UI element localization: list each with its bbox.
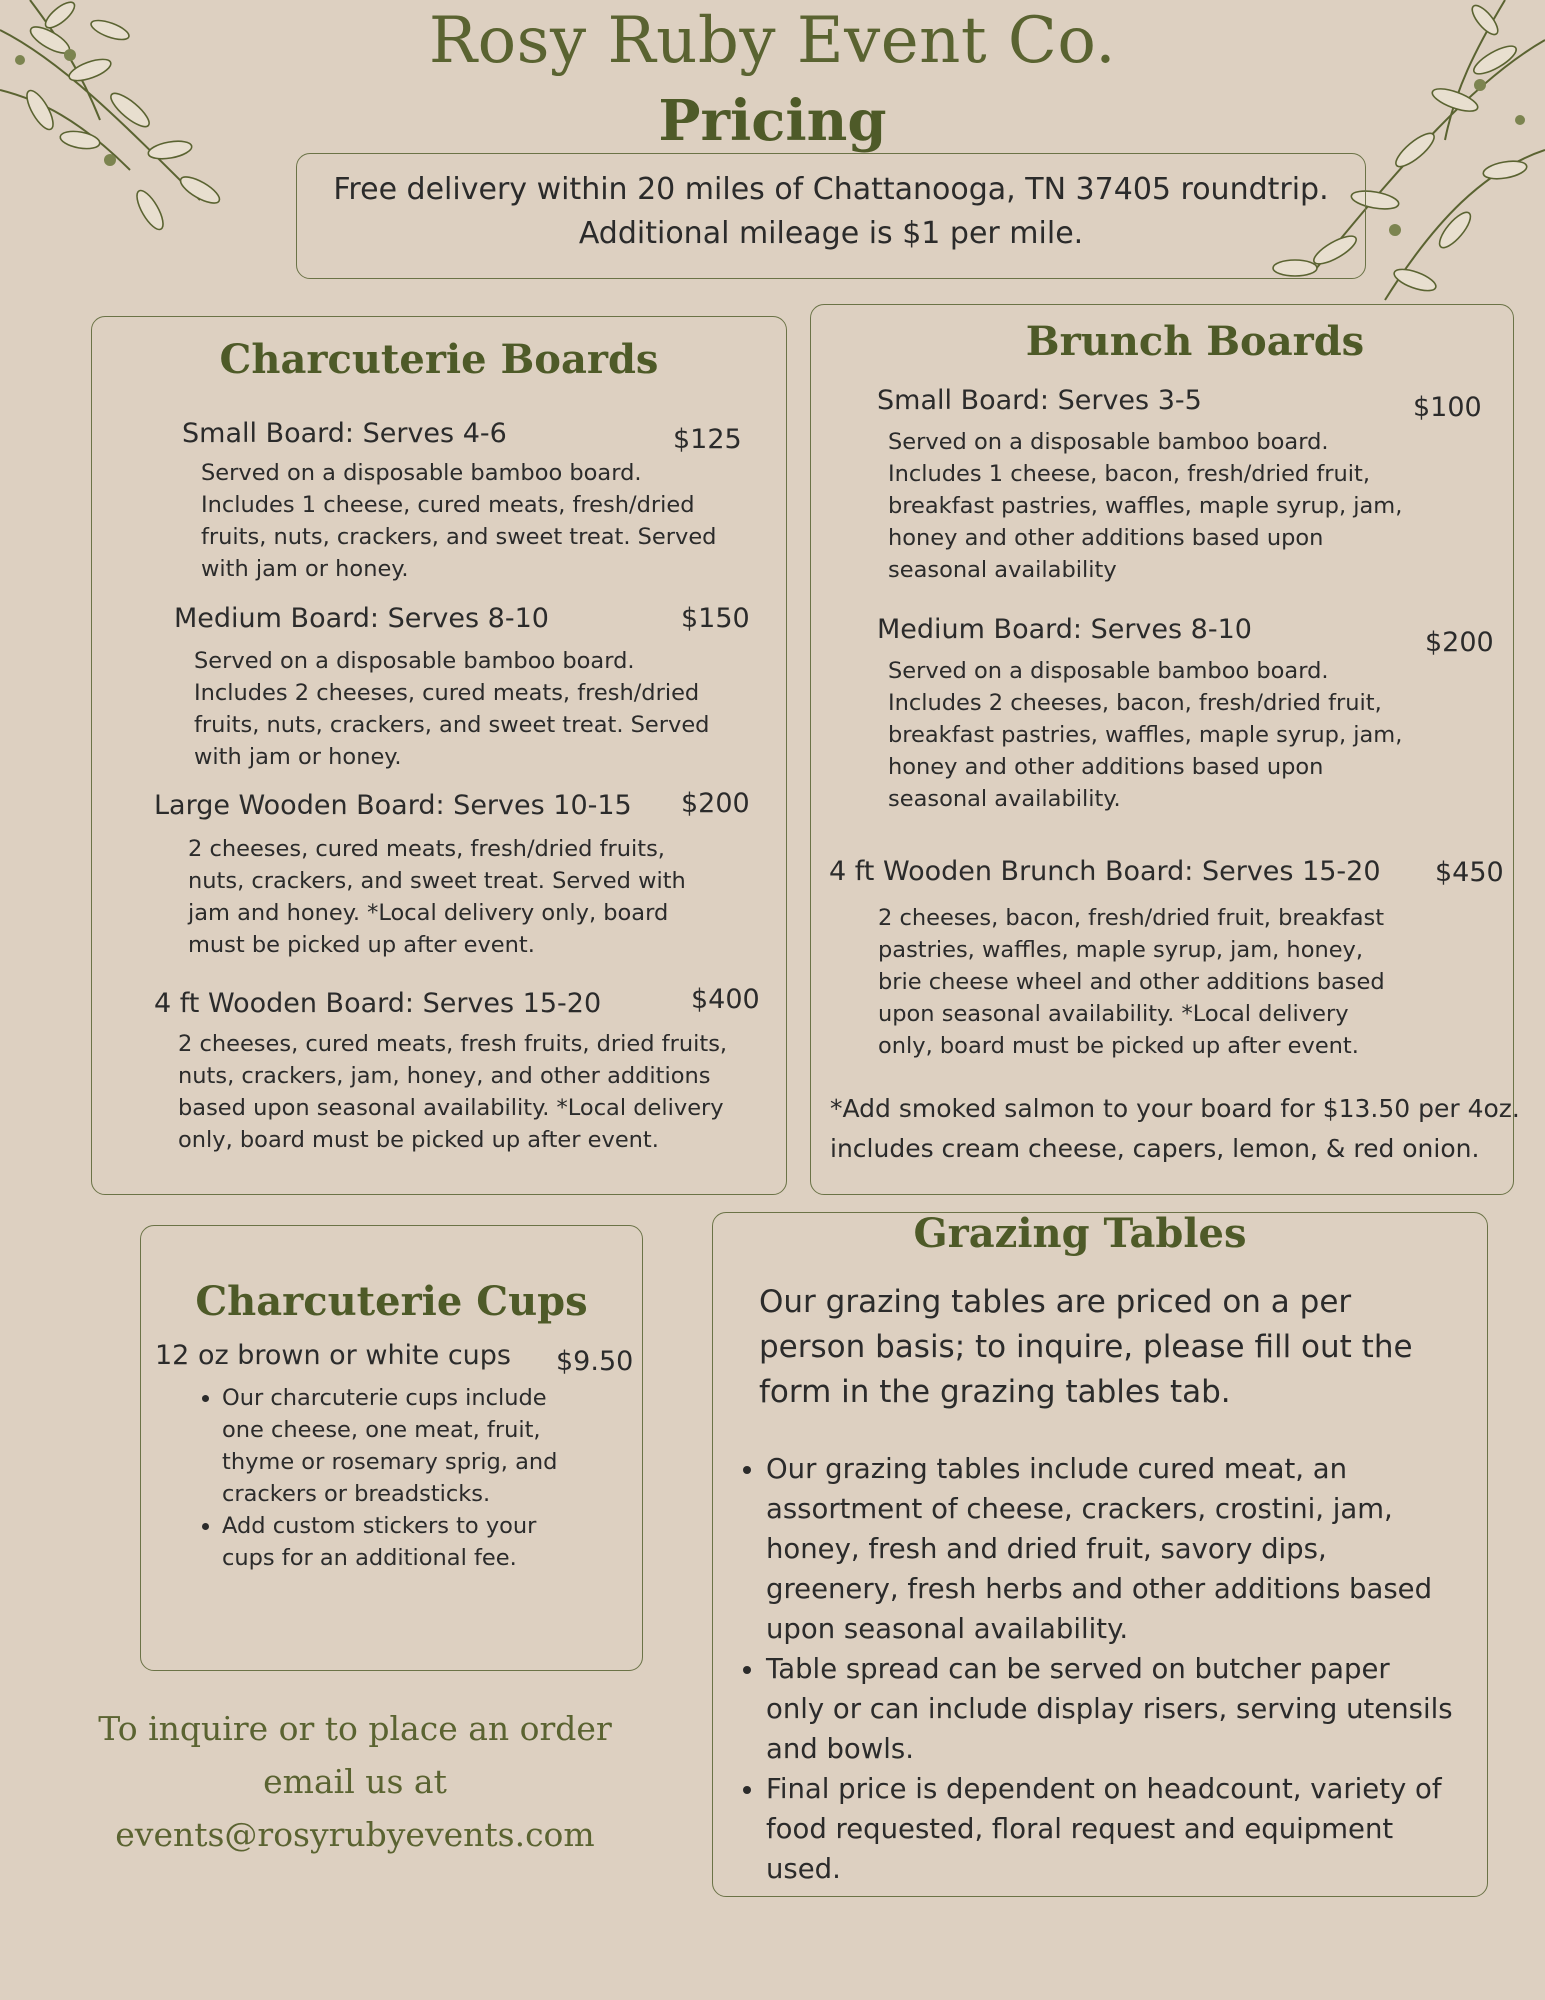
list-item [766, 1449, 1474, 1649]
desc-line: 2 cheeses, cured meats, fresh fruits, dried fruits, [178, 1031, 728, 1057]
bullet-line: assortment of cheese, crackers, crostini, jam, [766, 1493, 1393, 1525]
bullet-line: honey, fresh and dried fruit, savory dips, [766, 1533, 1327, 1565]
bullet-line: food requested, floral request and equipment [766, 1813, 1394, 1845]
desc-line: 2 cheeses, bacon, fresh/dried fruit, breakfast [878, 905, 1385, 931]
list-item [766, 1769, 1474, 1889]
desc-line: jam and honey. *Local delivery only, board [188, 900, 669, 926]
desc-line: seasonal availability [888, 557, 1117, 583]
desc-line: Includes 1 cheese, cured meats, fresh/dried [201, 492, 695, 518]
desc-line: 2 cheeses, cured meats, fresh/dried fruits, [188, 836, 665, 862]
charcuterie-item-0-price: $125 [673, 424, 742, 455]
brunch-addon-note [830, 1089, 1520, 1169]
brunch-item-1-price: $200 [1425, 627, 1494, 658]
bullet-line: • Final price is dependent on headcount, variety of [766, 1773, 1442, 1805]
charcuterie-item-1-price: $150 [681, 603, 750, 634]
charcuterie-item-3-name: 4 ft Wooden Board: Serves 15-20 [154, 988, 602, 1019]
desc-line: breakfast pastries, waffles, maple syrup, jam, [888, 493, 1403, 519]
bullet-line: • Our charcuterie cups include [222, 1385, 547, 1411]
desc-line: nuts, crackers, and sweet treat. Served with [188, 868, 686, 894]
desc-line: only, board must be picked up after event. [178, 1127, 659, 1153]
delivery-line-1: Free delivery within 20 miles of Chattanooga, TN 37405 roundtrip. [333, 172, 1329, 207]
bullet-line: and bowls. [766, 1733, 914, 1765]
list-item [222, 1510, 630, 1574]
desc-line: with jam or honey. [201, 556, 409, 582]
brunch-item-0-name: Small Board: Serves 3-5 [877, 385, 1202, 416]
bullet-line: only or can include display risers, serving utensils [766, 1693, 1453, 1725]
charcuterie-item-2-name: Large Wooden Board: Serves 10-15 [154, 790, 632, 821]
delivery-line-2: Additional mileage is $1 per mile. [578, 216, 1084, 251]
cups-item-price: $9.50 [556, 1346, 634, 1377]
desc-line: pastries, waffles, maple syrup, jam, honey, [878, 937, 1364, 963]
desc-line: Served on a disposable bamboo board. [888, 429, 1329, 455]
desc-line: fruits, nuts, crackers, and sweet treat. Served [194, 712, 710, 738]
grazing-bullet-list [734, 1449, 1474, 1889]
brunch-item-1-desc [888, 655, 1402, 815]
addon-line-2: includes cream cheese, capers, lemon, & red onion. [830, 1134, 1480, 1163]
intro-line: form in the grazing tables tab. [759, 1374, 1231, 1410]
cups-item-name: 12 oz brown or white cups [155, 1340, 511, 1371]
bullet-line: upon seasonal availability. [766, 1613, 1129, 1645]
desc-line: honey and other additions based upon [888, 525, 1324, 551]
charcuterie-cups-title: Charcuterie Cups [195, 1278, 588, 1325]
charcuterie-item-0-name: Small Board: Serves 4-6 [182, 418, 507, 449]
bullet-line: one cheese, one meat, fruit, [222, 1417, 541, 1443]
desc-line: with jam or honey. [194, 744, 402, 770]
bullet-line: used. [766, 1853, 841, 1885]
brunch-item-2-desc [878, 902, 1385, 1062]
desc-line: seasonal availability. [888, 786, 1121, 812]
desc-line: Served on a disposable bamboo board. [194, 648, 635, 674]
brunch-item-0-price: $100 [1413, 392, 1482, 423]
charcuterie-item-2-desc [188, 833, 686, 961]
intro-line: person basis; to inquire, please fill out the [759, 1329, 1413, 1365]
desc-line: fruits, nuts, crackers, and sweet treat. Served [201, 524, 717, 550]
grazing-tables-title: Grazing Tables [913, 1210, 1247, 1257]
intro-line: Our grazing tables are priced on a per [759, 1284, 1352, 1320]
bullet-line: crackers or breadsticks. [222, 1481, 491, 1507]
charcuterie-boards-title: Charcuterie Boards [219, 336, 659, 383]
charcuterie-item-0-desc [201, 457, 716, 585]
grazing-bullets [734, 1449, 1474, 1889]
contact-email[interactable]: events@rosyrubyevents.com [115, 1815, 595, 1854]
cups-bullet-list [190, 1382, 630, 1574]
bullet-line: • Our grazing tables include cured meat, an [766, 1453, 1348, 1485]
page-title: Pricing [658, 88, 887, 154]
contact-line-2: email us at [263, 1762, 447, 1801]
desc-line: based upon seasonal availability. *Local delivery [178, 1095, 724, 1121]
desc-line: Includes 2 cheeses, bacon, fresh/dried fruit, [888, 690, 1382, 716]
desc-line: honey and other additions based upon [888, 754, 1324, 780]
brunch-item-0-desc [888, 426, 1402, 586]
desc-line: Includes 1 cheese, bacon, fresh/dried fruit, [888, 461, 1371, 487]
desc-line: brie cheese wheel and other additions based [878, 969, 1385, 995]
brunch-boards-title: Brunch Boards [1025, 318, 1365, 365]
desc-line: Served on a disposable bamboo board. [201, 460, 642, 486]
list-item [222, 1382, 630, 1510]
list-item [766, 1649, 1474, 1769]
desc-line: Served on a disposable bamboo board. [888, 658, 1329, 684]
desc-line: breakfast pastries, waffles, maple syrup, jam, [888, 722, 1403, 748]
charcuterie-item-1-desc [194, 645, 709, 773]
contact-cta [40, 1702, 670, 1861]
charcuterie-item-3-price: $400 [691, 984, 760, 1015]
desc-line: Includes 2 cheeses, cured meats, fresh/dried [194, 680, 700, 706]
brand-name: Rosy Ruby Event Co. [428, 4, 1117, 78]
desc-line: only, board must be picked up after event. [878, 1033, 1359, 1059]
brunch-item-2-price: $450 [1435, 857, 1504, 888]
bullet-line: greenery, fresh herbs and other additions based [766, 1573, 1433, 1605]
desc-line: must be picked up after event. [188, 932, 535, 958]
bullet-line: thyme or rosemary sprig, and [222, 1449, 558, 1475]
contact-line-1: To inquire or to place an order [98, 1709, 612, 1748]
brunch-item-2-name: 4 ft Wooden Brunch Board: Serves 15-20 [829, 856, 1381, 887]
bullet-line: • Table spread can be served on butcher paper [766, 1653, 1390, 1685]
bullet-line: • Add custom stickers to your [222, 1513, 537, 1539]
grazing-intro [759, 1280, 1413, 1415]
desc-line: upon seasonal availability. *Local delivery [878, 1001, 1349, 1027]
charcuterie-item-2-price: $200 [681, 788, 750, 819]
desc-line: nuts, crackers, jam, honey, and other additions [178, 1063, 711, 1089]
addon-line-1: *Add smoked salmon to your board for $13.50 per 4oz. [830, 1094, 1520, 1123]
brunch-item-1-name: Medium Board: Serves 8-10 [877, 614, 1252, 645]
charcuterie-item-1-name: Medium Board: Serves 8-10 [174, 603, 549, 634]
cups-bullets [190, 1382, 630, 1574]
charcuterie-item-3-desc [178, 1028, 727, 1156]
delivery-note [296, 153, 1366, 279]
bullet-line: cups for an additional fee. [222, 1545, 517, 1571]
